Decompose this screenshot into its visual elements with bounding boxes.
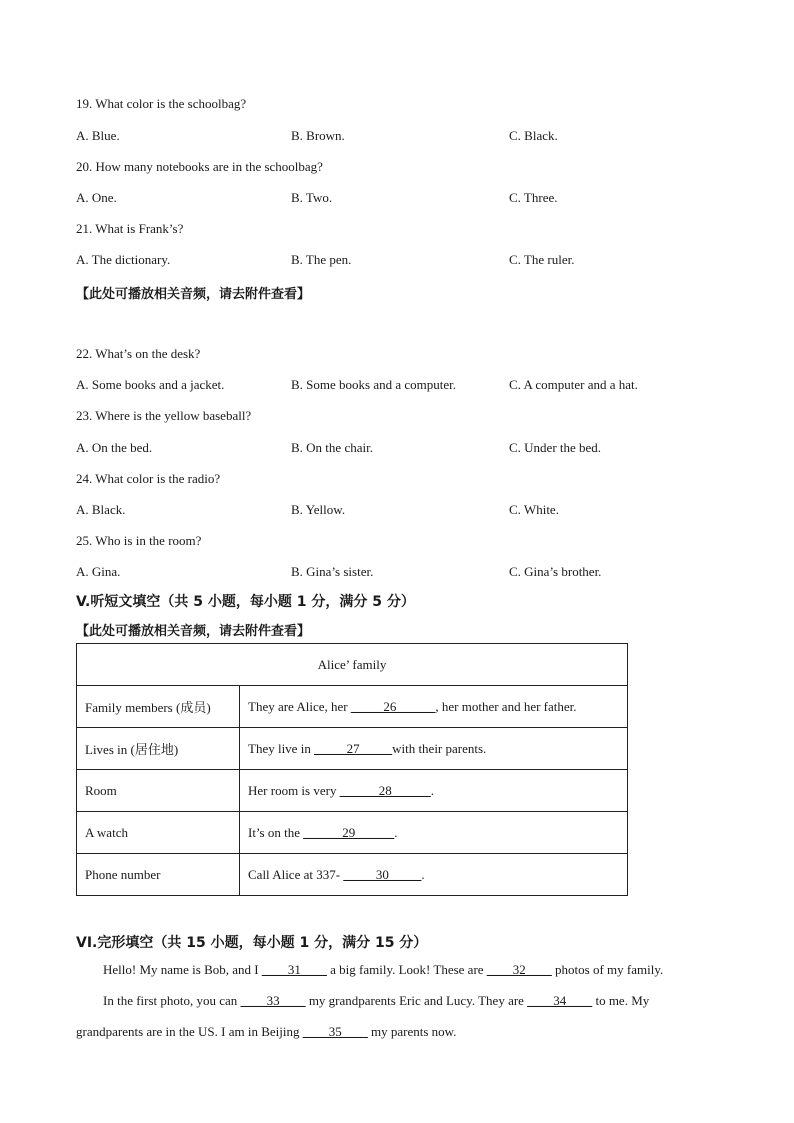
option-24-b: B. Yellow. [291, 502, 346, 517]
row-content: It’s on the ______29______. [240, 812, 628, 854]
option-23-a: A. On the bed. [76, 440, 153, 455]
option-19-c: C. Black. [509, 128, 558, 143]
row-content: They live in _____27_____with their parents. [240, 728, 628, 770]
section-6-title: VI.完形填空（共 15 小题，每小题 1 分，满分 15 分） [76, 935, 428, 951]
question-19: 19. What color is the schoolbag? [76, 96, 247, 111]
table-row [77, 770, 628, 812]
section-5-title: V.听短文填空（共 5 小题，每小题 1 分，满分 5 分） [76, 594, 415, 610]
blank-27[interactable]: _____27_____ [314, 740, 393, 756]
row-content: Her room is very ______28______. [240, 770, 628, 812]
option-25-a: A. Gina. [76, 564, 121, 579]
row-content: Call Alice at 337- _____30_____. [240, 854, 628, 896]
option-21-b: B. The pen. [291, 252, 352, 267]
question-23: 23. Where is the yellow baseball? [76, 408, 252, 423]
question-24: 24. What color is the radio? [76, 471, 221, 486]
table-row [77, 728, 628, 770]
audio-note: 【此处可播放相关音频，请去附件查看】 [76, 287, 311, 302]
option-23-b: B. On the chair. [291, 440, 373, 455]
option-25-b: B. Gina’s sister. [291, 564, 374, 579]
question-21: 21. What is Frank’s? [76, 221, 184, 236]
option-21-a: A. The dictionary. [76, 252, 171, 267]
table-row [77, 686, 628, 728]
family-table [76, 643, 628, 896]
question-22: 22. What’s on the desk? [76, 346, 201, 361]
option-22-a: A. Some books and a jacket. [76, 377, 225, 392]
option-25-c: C. Gina’s brother. [509, 564, 602, 579]
blank-30[interactable]: _____30_____ [343, 866, 422, 882]
blank-28[interactable]: ______28______ [339, 782, 431, 798]
table-title: Alice’ family [77, 644, 628, 686]
option-24-c: C. White. [509, 502, 559, 517]
blank-32[interactable]: ____32____ [486, 962, 552, 977]
table-row [77, 854, 628, 896]
option-19-b: B. Brown. [291, 128, 345, 143]
blank-29[interactable]: ______29______ [303, 824, 395, 840]
option-24-a: A. Black. [76, 502, 126, 517]
question-20: 20. How many notebooks are in the schoolbag? [76, 159, 323, 174]
blank-31[interactable]: ____31____ [261, 962, 327, 977]
row-label: Room [77, 770, 240, 812]
blank-33[interactable]: ____33____ [240, 993, 306, 1008]
blank-34[interactable]: ____34____ [527, 993, 593, 1008]
passage-line-1: Hello! My name is Bob, and I ____31____ a big family. Look! These are ____32____ photos of my family. [103, 962, 664, 977]
row-content: They are Alice, her _____26______, her mother and her father. [240, 686, 628, 728]
option-20-a: A. One. [76, 190, 117, 205]
option-20-c: C. Three. [509, 190, 558, 205]
row-label: Phone number [77, 854, 240, 896]
option-22-c: C. A computer and a hat. [509, 377, 638, 392]
option-21-c: C. The ruler. [509, 252, 575, 267]
table-row [77, 812, 628, 854]
blank-35[interactable]: ____35____ [302, 1024, 368, 1039]
option-23-c: C. Under the bed. [509, 440, 602, 455]
row-label: Lives in (居住地) [77, 728, 240, 770]
row-label: A watch [77, 812, 240, 854]
option-19-a: A. Blue. [76, 128, 120, 143]
audio-note: 【此处可播放相关音频，请去附件查看】 [76, 624, 311, 639]
row-label: Family members (成员) [77, 686, 240, 728]
option-20-b: B. Two. [291, 190, 333, 205]
passage-line-2: In the first photo, you can ____33____ my grandparents Eric and Lucy. They are ____34____ to me. My [103, 993, 650, 1008]
option-22-b: B. Some books and a computer. [291, 377, 457, 392]
question-25: 25. Who is in the room? [76, 533, 202, 548]
passage-line-3: grandparents are in the US. I am in Beijing ____35____ my parents now. [76, 1024, 457, 1039]
blank-26[interactable]: _____26______ [350, 698, 436, 714]
